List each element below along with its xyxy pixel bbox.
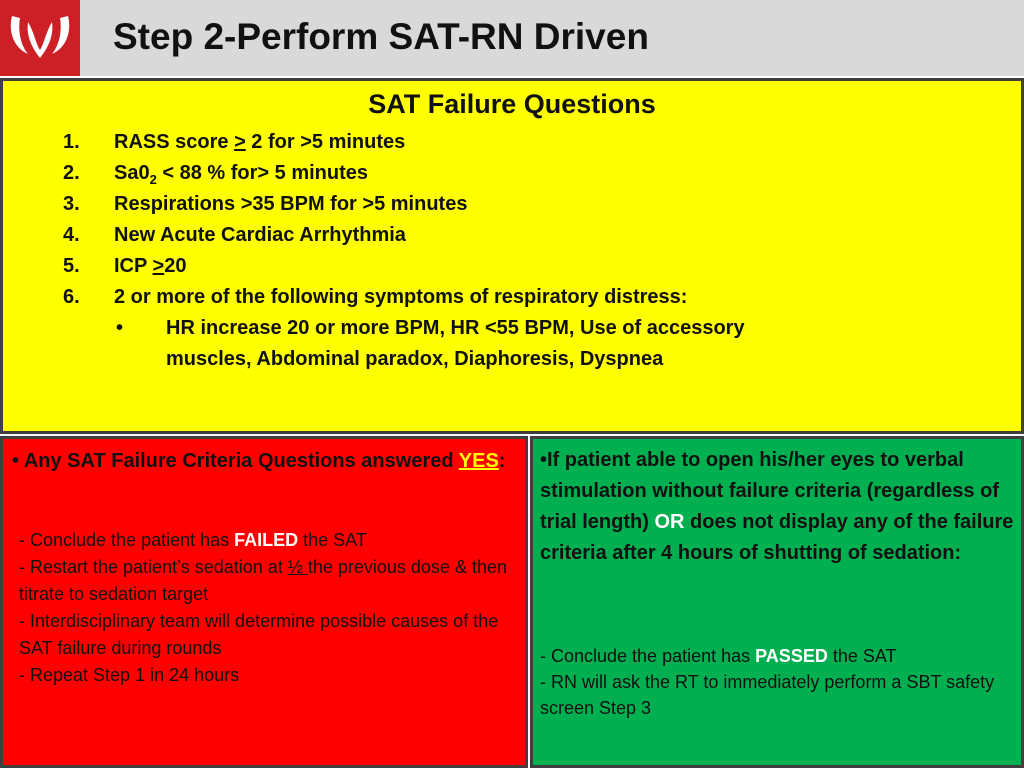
failed-line-4: - Repeat Step 1 in 24 hours: [19, 665, 240, 685]
question-text: [114, 161, 368, 192]
passed-heading-post: does not display any of the failure criteria after 4 hours of shutting of sedation:: [540, 511, 1014, 564]
failed-label: FAILED: [234, 530, 299, 550]
question-text-post: < 88 % for> 5 minutes: [156, 162, 369, 184]
question-number: 6.: [63, 286, 80, 308]
failed-heading-colon: :: [498, 450, 506, 472]
failed-line-3: - Interdisciplinary team will determine possible causes of the SAT failure during rounds: [19, 611, 499, 658]
logo: [0, 0, 80, 76]
passed-label: PASSED: [755, 646, 828, 666]
question-text: 2 or more of the following symptoms of respiratory distress:: [114, 286, 688, 308]
question-number: 3.: [63, 193, 80, 215]
question-number: 4.: [63, 224, 80, 246]
passed-line-2: - RN will ask the RT to immediately perform a SBT safety screen Step 3: [540, 672, 995, 718]
question-symbol: >: [234, 131, 246, 153]
failed-line-2-pre: - Restart the patient’s sedation at: [19, 557, 288, 577]
failed-heading-text: • Any SAT Failure Criteria Questions answered: [12, 450, 459, 472]
bullet-dot: •: [116, 317, 124, 339]
sat-passed-panel: [530, 436, 1024, 768]
question-text-pre: ICP: [114, 255, 153, 277]
university-crest-icon: [6, 14, 74, 62]
question-subscript: 2: [149, 172, 157, 187]
sat-failure-questions-panel: [0, 78, 1024, 434]
sub-bullet-line: HR increase 20 or more BPM, HR <55 BPM, Use of accessory: [166, 317, 745, 339]
passed-instructions: [540, 643, 1000, 721]
passed-heading-text: •If patient able to open his/her eyes to verbal stimulation without failure criteria (regardless of trial length): [540, 449, 999, 533]
question-text-pre: RASS score: [114, 131, 235, 153]
page-title: Step 2-Perform SAT-RN Driven: [113, 16, 649, 57]
sat-heading: SAT Failure Questions: [368, 89, 656, 119]
sub-bullet-line: muscles, Abdominal paradox, Diaphoresis, Dyspnea: [166, 348, 664, 370]
failed-line-1-post: the SAT: [298, 530, 367, 550]
yes-label: YES: [458, 450, 499, 472]
passed-heading: [540, 445, 1015, 569]
sat-failed-panel: [0, 436, 528, 768]
question-text-post: 20: [164, 255, 187, 277]
question-text: Respirations >35 BPM for >5 minutes: [114, 193, 468, 215]
passed-line-1-pre: - Conclude the patient has: [540, 646, 756, 666]
failed-line-2: [19, 554, 524, 608]
header-bar: [0, 0, 1024, 76]
failed-line-1-pre: - Conclude the patient has: [19, 530, 235, 550]
question-text: [114, 254, 186, 278]
passed-line-1-post: the SAT: [827, 646, 897, 666]
question-text: New Acute Cardiac Arrhythmia: [114, 224, 406, 246]
question-number: 5.: [63, 255, 80, 277]
question-number: 1.: [63, 131, 80, 153]
question-number: 2.: [63, 162, 80, 184]
question-text-post: 2 for >5 minutes: [245, 131, 406, 153]
question-symbol: >: [152, 255, 165, 277]
failed-instructions: [19, 527, 524, 689]
half-label: ½: [287, 557, 308, 577]
question-text-pre: Sa0: [114, 162, 150, 184]
question-text: [114, 130, 405, 154]
failed-line-1: [19, 527, 524, 554]
or-label: OR: [654, 511, 685, 533]
failed-line-2-post: the previous dose & then titrate to sedation target: [19, 557, 507, 604]
passed-line-1: [540, 643, 1000, 669]
failed-heading: [12, 447, 517, 476]
